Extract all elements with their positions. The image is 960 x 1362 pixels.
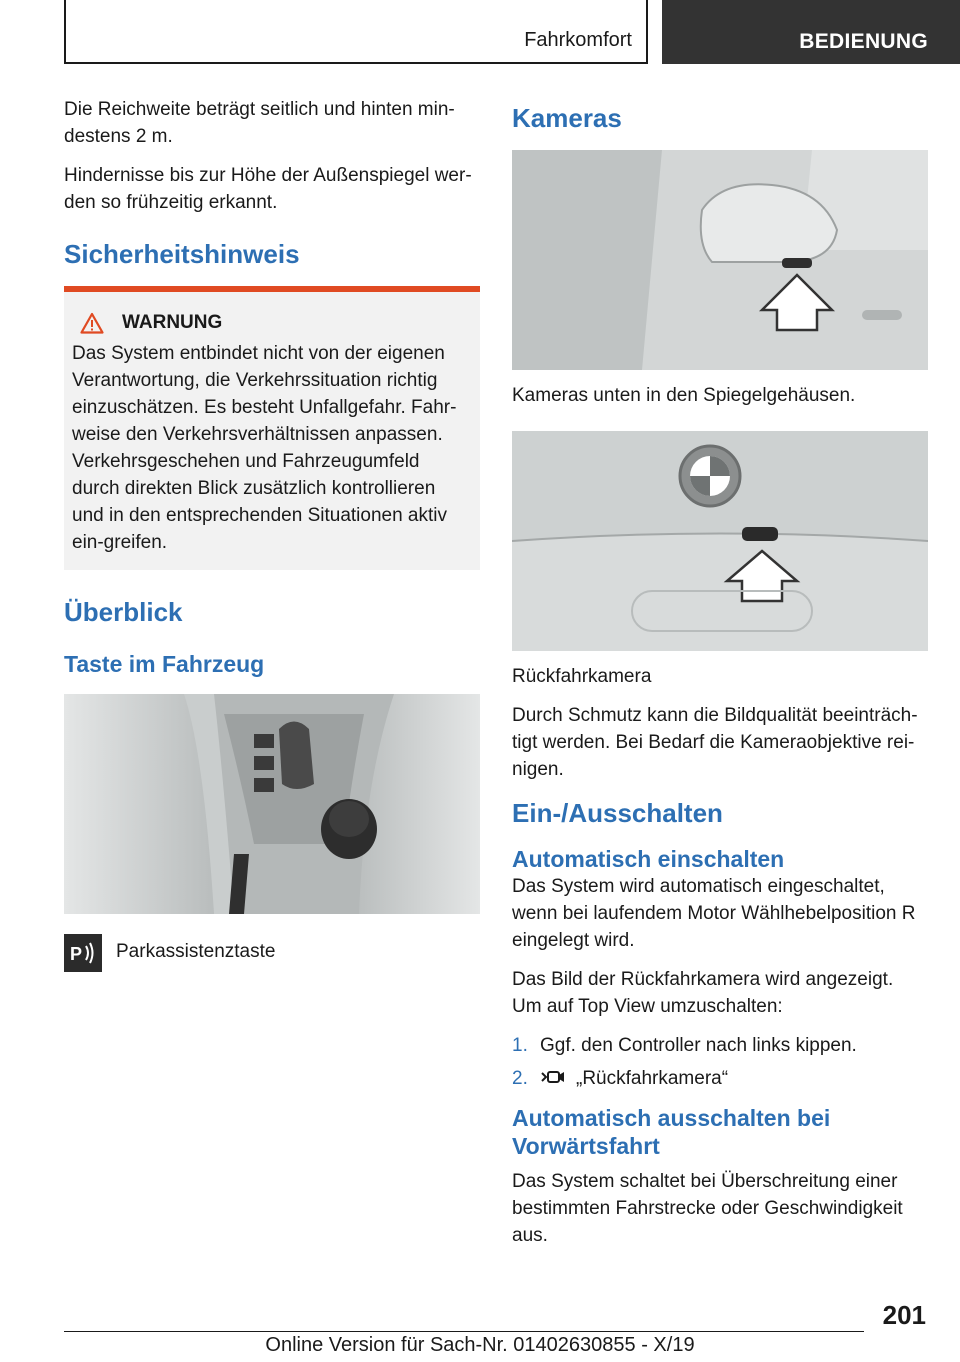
step-number: 2.	[512, 1068, 528, 1089]
auto-on-text: Das System wird automatisch eingeschaltet, wenn bei laufendem Motor Wählhebelposition R eingelegt wird.	[512, 876, 916, 951]
auto-off-heading: Automatisch ausschalten bei Vorwärtsfahrt	[512, 1105, 831, 1159]
safety-heading: Sicherheitshinweis	[64, 239, 300, 269]
svg-text:P: P	[70, 944, 83, 964]
on-off-heading: Ein-/Ausschalten	[512, 798, 723, 828]
warning-title-row	[72, 312, 472, 334]
step-item	[512, 1065, 928, 1092]
header-chapter-tab	[662, 0, 960, 64]
caption-mirror-cameras: Kameras unten in den Spiegelgehäusen.	[512, 385, 856, 406]
cameras-heading: Kameras	[512, 103, 622, 133]
auto-off-text: Das System schaltet bei Überschreitung einer bestimmten Fahrstrecke oder Geschwindigkeit aus.	[512, 1171, 903, 1246]
right-column	[512, 96, 928, 1261]
rear-camera-image	[512, 431, 928, 651]
caption-rear-camera: Rückfahrkamera	[512, 666, 652, 687]
rear-camera-symbol-icon	[540, 1065, 566, 1089]
overview-heading: Überblick	[64, 597, 183, 627]
center-console-image	[64, 694, 480, 914]
step-number: 1.	[512, 1035, 528, 1056]
step-text: „Rückfahrkamera“	[576, 1068, 729, 1089]
footer-text: Online Version für Sach-Nr. 01402630855 - X/19	[265, 1334, 695, 1356]
top-view-text: Das Bild der Rückfahrkamera wird angezeigt. Um auf Top View umzuschalten:	[512, 969, 894, 1017]
auto-on-heading: Automatisch einschalten	[512, 846, 785, 872]
warning-triangle-icon	[80, 312, 104, 334]
page-number: 201	[882, 1300, 926, 1330]
intro-paragraph-1: Die Reichweite beträgt seitlich und hinten min‐destens 2 m.	[64, 99, 455, 147]
side-mirror-camera-image	[512, 150, 928, 370]
warning-text: Das System entbindet nicht von der eigenen Verantwortung, die Verkehrssituation richtig einzuschätzen. Es besteht Unfallgefahr. Fahr‐weise den Verkehrsverhältnissen anpassen. Verkehrsgeschehen und Fahrzeugumfeld durch direkten Blick zusätzlich kontrollieren und in den entsprechenden Situationen aktiv ein‐greifen.	[72, 343, 457, 553]
dirt-warning-text: Durch Schmutz kann die Bildqualität beeinträch‐tigt werden. Bei Bedarf die Kameraobjektive rei‐nigen.	[512, 705, 918, 780]
left-column	[64, 96, 480, 977]
warning-box	[64, 286, 480, 570]
button-in-vehicle-heading: Taste im Fahrzeug	[64, 651, 265, 677]
intro-paragraph-2: Hindernisse bis zur Höhe der Außenspiegel wer‐den so frühzeitig erkannt.	[64, 165, 472, 213]
header-chapter-title: BEDIENUNG	[799, 30, 928, 53]
step-item	[512, 1032, 928, 1059]
legend-label: Parkassistenztaste	[116, 941, 276, 962]
warning-title: WARNUNG	[122, 312, 223, 333]
step-text: Ggf. den Controller nach links kippen.	[540, 1035, 857, 1056]
park-assist-button-icon	[64, 934, 102, 972]
header-section-title: Fahrkomfort	[524, 29, 632, 51]
legend-row	[64, 934, 480, 977]
header-section-box	[64, 0, 648, 64]
steps-list	[512, 1032, 928, 1092]
footer-divider	[64, 1331, 864, 1332]
